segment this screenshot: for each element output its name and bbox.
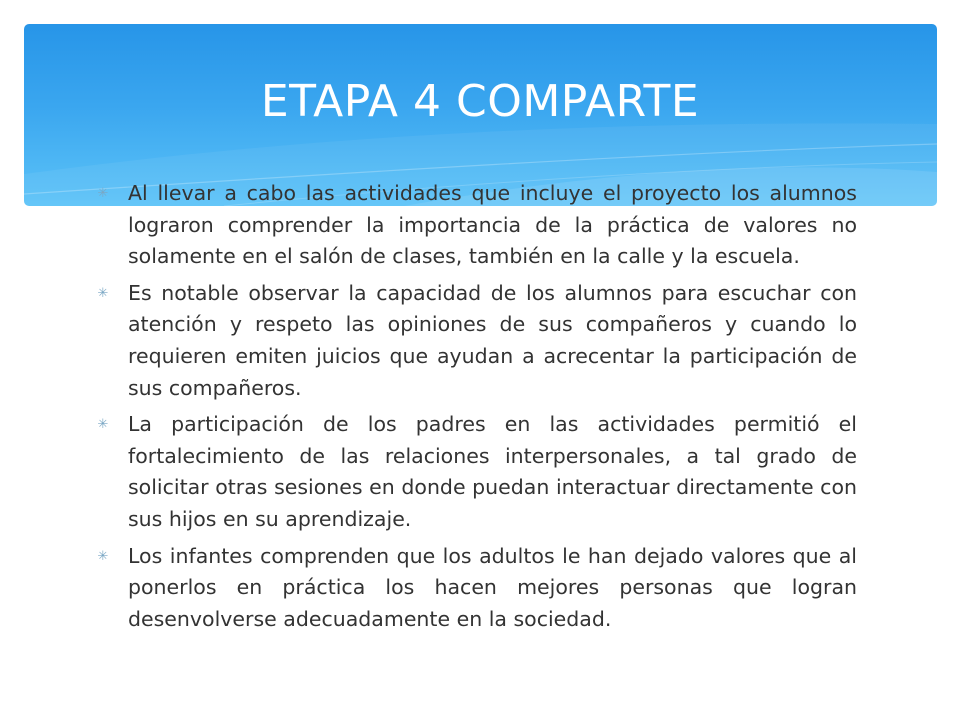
bullet-item <box>96 409 857 535</box>
bullet-item <box>96 541 857 636</box>
asterisk-icon: ✳ <box>97 186 109 201</box>
bullet-text: La participación de los padres en las actividades permitió el fortalecimiento de las relaciones interpersonales, a tal grado de solicitar otras sesiones en donde puedan interactuar directamente con sus hijos en su aprendizaje. <box>128 412 857 531</box>
bullet-text: Es notable observar la capacidad de los alumnos para escuchar con atención y respeto las opiniones de sus compañeros y cuando lo requieren emiten juicios que ayudan a acrecentar la participación de sus compañeros. <box>128 280 857 400</box>
asterisk-icon: ✳ <box>97 285 109 301</box>
bullet-list <box>96 178 857 640</box>
asterisk-icon: ✳ <box>97 548 109 564</box>
bullet-item <box>96 278 857 404</box>
asterisk-icon: ✳ <box>97 417 109 433</box>
slide-title: ETAPA 4 COMPARTE <box>260 76 700 127</box>
bullet-item <box>96 178 857 273</box>
bullet-text: Los infantes comprenden que los adultos le han dejado valores que al ponerlos en práctica los hacen mejores personas que logran desenvolverse adecuadamente en la sociedad. <box>128 543 857 631</box>
bullet-text: Al llevar a cabo las actividades que incluye el proyecto los alumnos lograron comprender la importancia de la práctica de valores no solamente en el salón de clases, también en la calle y la escuela. <box>128 181 857 269</box>
